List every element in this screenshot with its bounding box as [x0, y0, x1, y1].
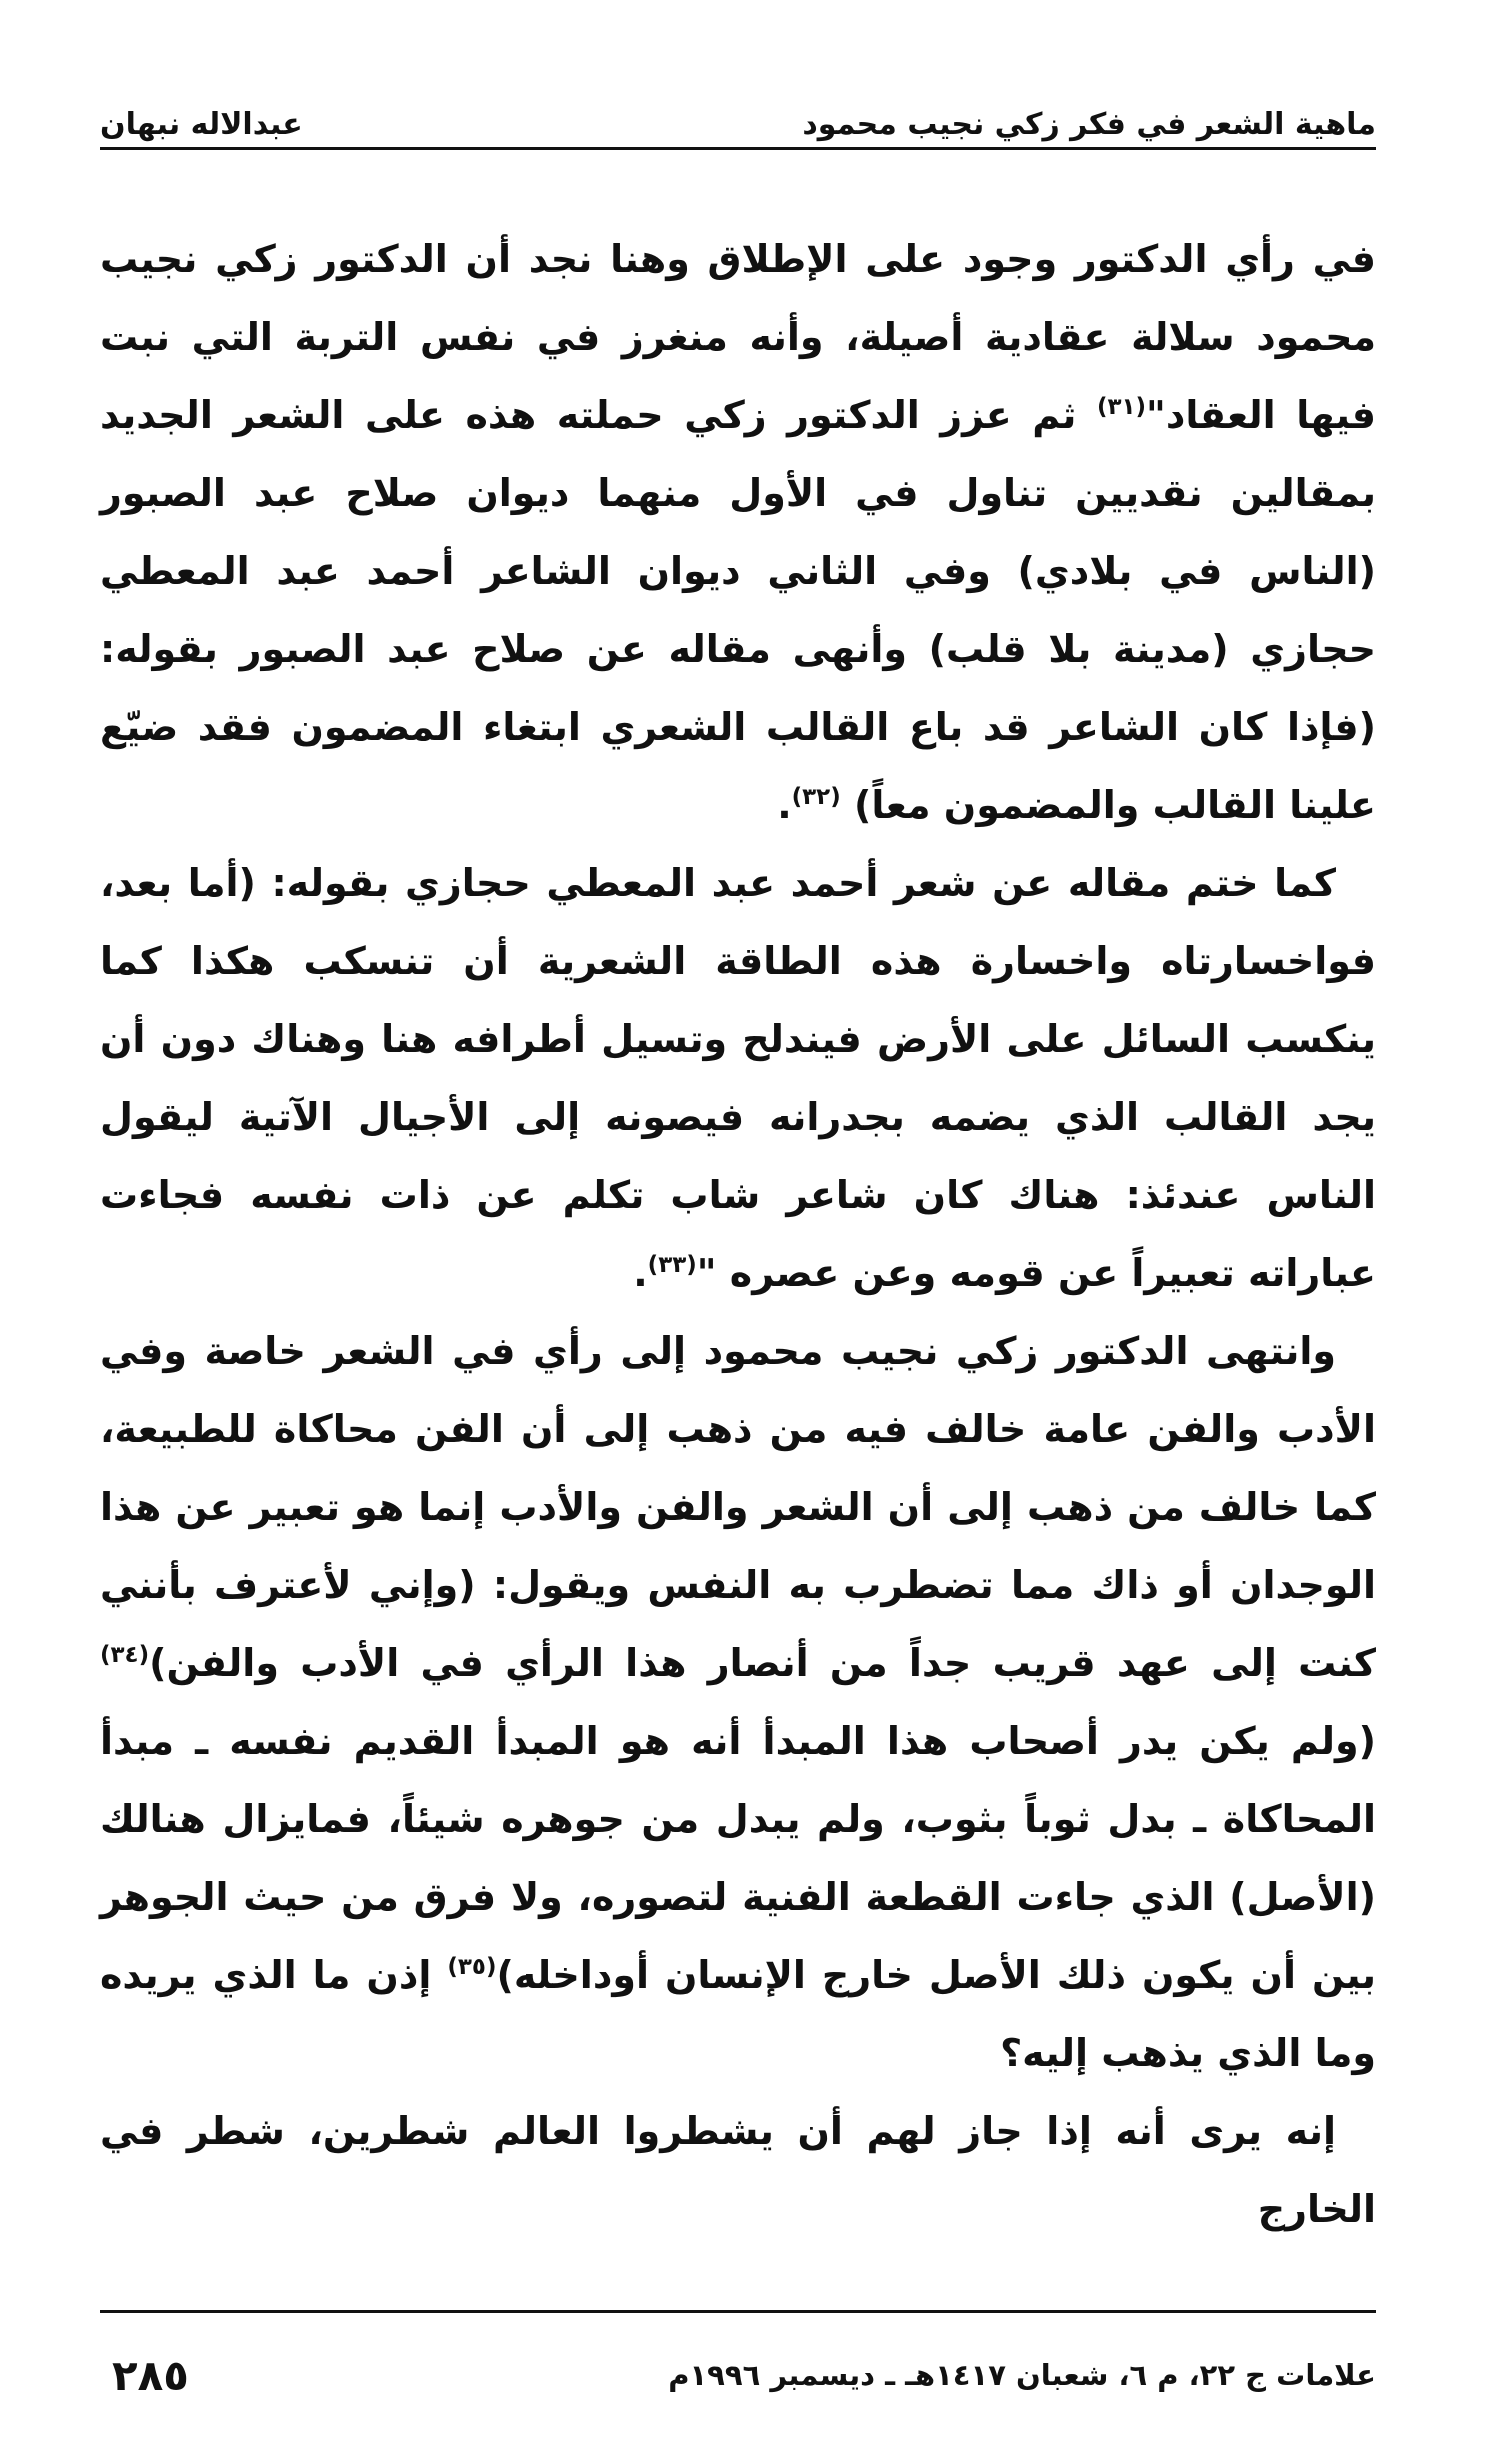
text-segment: إنه يرى أنه إذا جاز لهم أن يشطروا العالم شطرين، شطر في الخارج: [100, 2109, 1376, 2231]
footnote-marker: (٣٥): [447, 1954, 497, 1980]
footnote-marker: (٣١): [1096, 394, 1147, 420]
article-title: ماهية الشعر في فكر زكي نجيب محمود: [802, 107, 1376, 142]
paragraph: [100, 220, 1376, 844]
text-segment: (ولم يكن يدر أصحاب هذا المبدأ أنه هو المبدأ القديم نفسه ـ مبدأ المحاكاة ـ بدل ثوباً بثوب، ولم يبدل من جوهره شيئاً، فمايزال هنالك (الأصل) الذي جاءت القطعة الفنية لتصوره، ولا فرق من حيث الجوهر بين أن يكون ذلك الأصل خارج الإنسان أوداخله): [100, 1719, 1376, 1997]
author-name: عبدالاله نبهان: [100, 107, 303, 142]
page-footer: [100, 2340, 1376, 2410]
paragraph: [100, 844, 1376, 1312]
text-segment: في رأي الدكتور وجود على الإطلاق وهنا نجد أن الدكتور زكي نجيب محمود سلالة عقادية أصيلة، وأنه منغرز في نفس التربة التي نبت فيها العقاد": [100, 237, 1377, 437]
footnote-marker: (٣٤): [100, 1642, 150, 1668]
text-segment: .: [777, 783, 792, 827]
issue-info: علامات ج ٢٢، م ٦، شعبان ١٤١٧هـ ـ ديسمبر ١٩٩٦م: [668, 2358, 1376, 2392]
page-number: ٢٨٥: [112, 2350, 189, 2400]
text-segment: وانتهى الدكتور زكي نجيب محمود إلى رأي في الشعر خاصة وفي الأدب والفن عامة خالف فيه من ذهب إلى أن الفن محاكاة للطبيعة، كما خالف من ذهب إلى أن الشعر والفن والأدب إنما هو تعبير عن هذا الوجدان أو ذاك مما تضطرب به النفس ويقول: (وإني لأعترف بأنني كنت إلى عهد قريب جداً من أنصار هذا الرأي في الأدب والفن): [100, 1329, 1376, 1685]
text-segment: .: [633, 1251, 648, 1295]
text-segment: إذن ما الذي يريده وما الذي يذهب إليه؟: [100, 1953, 1376, 2075]
text-segment: ثم عزز الدكتور زكي حملته هذه على الشعر الجديد بمقالين نقديين تناول في الأول منهما ديوان صلاح عبد الصبور (الناس في بلادي) وفي الثاني ديوان الشاعر أحمد عبد المعطي حجازي (مدينة بلا قلب) وأنهى مقاله عن صلاح عبد الصبور بقوله: (فإذا كان الشاعر قد باع القالب الشعري ابتغاء المضمون فقد ضيّع علينا القالب والمضمون معاً): [100, 393, 1376, 827]
text-segment: كما ختم مقاله عن شعر أحمد عبد المعطي حجازي بقوله: (أما بعد، فواخسارتاه واخسارة هذه الطاقة الشعرية أن تنسكب هكذا كما ينكسب السائل على الأرض فيندلح وتسيل أطرافه هنا وهناك دون أن يجد القالب الذي يضمه بجدرانه فيصونه إلى الأجيال الآتية ليقول الناس عندئذ: هناك كان شاعر شاب تكلم عن ذات نفسه فجاءت عباراته تعبيراً عن قومه وعن عصره ": [100, 861, 1376, 1295]
footer-rule: [100, 2310, 1376, 2313]
footnote-marker: (٣٣): [647, 1252, 697, 1278]
running-header: [100, 82, 1376, 142]
paragraph: [100, 1312, 1376, 2092]
header-rule: [100, 147, 1376, 150]
footnote-marker: (٣٢): [791, 784, 841, 810]
article-body: [100, 220, 1376, 2248]
paragraph: [100, 2092, 1376, 2248]
